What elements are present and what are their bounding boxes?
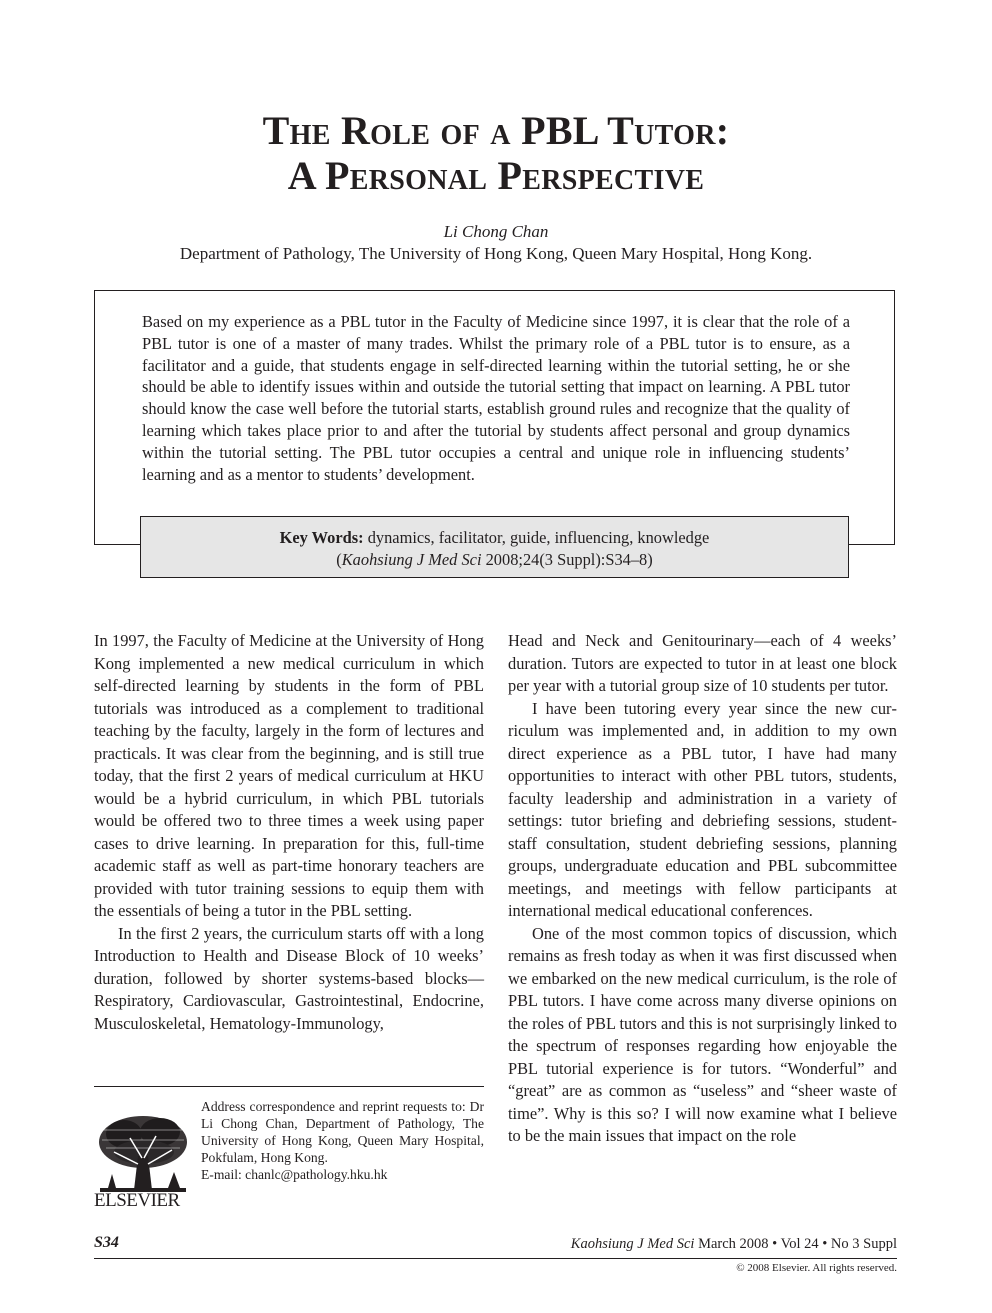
citation-journal: Kaohsiung J Med Sci — [341, 550, 482, 569]
body-paragraph: In the first 2 years, the curriculum starts off with a long Introduction to Health and Disease Block of 10 weeks’ duration, followed by shorter systems-based blocks—Respiratory, Cardiovascular, Gastrointestinal, Endocrine, Musculoskeletal, Hematology-Immunology, — [94, 923, 484, 1033]
body-paragraph: One of the most common topics of discussion, which remains as fresh today as when it was first discussed when we embarked on the new medical curriculum, is the role of PBL tutors. I have come across many diverse opinions on the roles of PBL tutors and this is not surprisingly linked to the spectrum of responses regarding how enjoyable the PBL tutorial experience is for tutors. “Wonderful” and “great” are as common as “useless” and “sheer waste of time”. Why is this so? I will now examine what I believe to be the main issues that impact on the role — [508, 923, 897, 1145]
author-name: Li Chong Chan — [443, 222, 549, 241]
body-column-right — [508, 630, 897, 1148]
publisher-wordmark: ELSEVIER — [94, 1190, 180, 1211]
journal-issue: March 2008 • Vol 24 • No 3 Suppl — [694, 1236, 897, 1252]
body-paragraph: In 1997, the Faculty of Medicine at the University of Hong Kong implemented a new medical curriculum in which self-directed learning by students in the form of PBL tutorials was introduced as a complement to traditional teaching by the faculty, largely in the form of lectures and practicals. It was clear from the beginning, and is still true today, that the first 2 years of medical curriculum at HKU would be a hybrid curriculum, in which PBL tutorials would be offered two to three times a week using paper cases to drive learning. In preparation for this, full-time academic staff as well as part-time honorary teachers are provided with tutor training sessions to equip them with the essentials of being a tutor in the PBL setting. — [94, 631, 484, 920]
correspondence-address: Address correspondence and reprint requests to: Dr Li Chong Chan, Department of Pathology, The University of Hong Kong, Queen Mary Hospital, Pokfulam, Hong Kong. — [201, 1099, 484, 1165]
abstract-text: Based on my experience as a PBL tutor in the Faculty of Medicine since 1997, it is clear that the role of a PBL tutor is one of a master of many trades. Whilst the primary role of a PBL tutor is to ensure, as a facilitator and a guide, that students engage in self-directed learning within the tutorial setting, he or she should be able to identify issues within and outside the tutorial setting that impact on learning. A PBL tutor should know the case well before the tutorial starts, establish ground rules and recognize that the quality of learning which takes place prior to and after the tutorial by students affect personal and group dynamics within the tutorial setting. The PBL tutor occupies a central and unique role in influencing students’ learning and as a mentor to students’ development. — [142, 312, 850, 484]
keywords-terms: dynamics, facilitator, guide, influencing, knowledge — [367, 528, 710, 547]
keywords-box — [140, 516, 849, 578]
correspondence-footnote — [201, 1098, 484, 1183]
citation-open: ( — [336, 550, 342, 569]
footer-divider — [94, 1258, 897, 1259]
journal-name: Kaohsiung J Med Sci — [570, 1236, 695, 1252]
copyright-notice: © 2008 Elsevier. All rights reserved. — [736, 1262, 897, 1274]
keywords-line — [141, 527, 848, 549]
citation-line — [141, 549, 848, 571]
article-title — [0, 108, 992, 198]
page-number: S34 — [94, 1234, 119, 1251]
author-affiliation: Department of Pathology, The University of Hong Kong, Queen Mary Hospital, Hong Kong. — [179, 244, 813, 263]
title-line-2: A Personal Perspective — [287, 153, 705, 198]
footnote-divider — [94, 1086, 484, 1087]
title-line-1: The Role of a PBL Tutor: — [262, 108, 730, 153]
correspondence-email: E-mail: chanlc@pathology.hku.hk — [201, 1167, 388, 1182]
body-paragraph: Head and Neck and Genitourinary—each of 4 weeks’ duration. Tutors are expected to tutor in at least one block per year with a tutorial group size of 10 students per tutor. — [508, 631, 897, 695]
keywords-label: Key Words: — [279, 528, 364, 547]
journal-issue-line — [571, 1236, 897, 1253]
body-column-left — [94, 630, 484, 1035]
body-paragraph: I have been tutoring every year since the new curriculum was implemented and, in addition to my own direct experience as a PBL tutor, I have had many opportunities to interact with other PBL tutors, students, faculty leadership and administration in a variety of settings: tutor briefing and debriefing sessions, student-staff consultation, student debriefing sessions, planning groups, undergraduate education and PBL subcommittee meetings, and meetings with fellow participants at international medical educational conferences. — [508, 698, 897, 920]
citation-rest: 2008;24(3 Suppl):S34–8) — [481, 550, 653, 569]
